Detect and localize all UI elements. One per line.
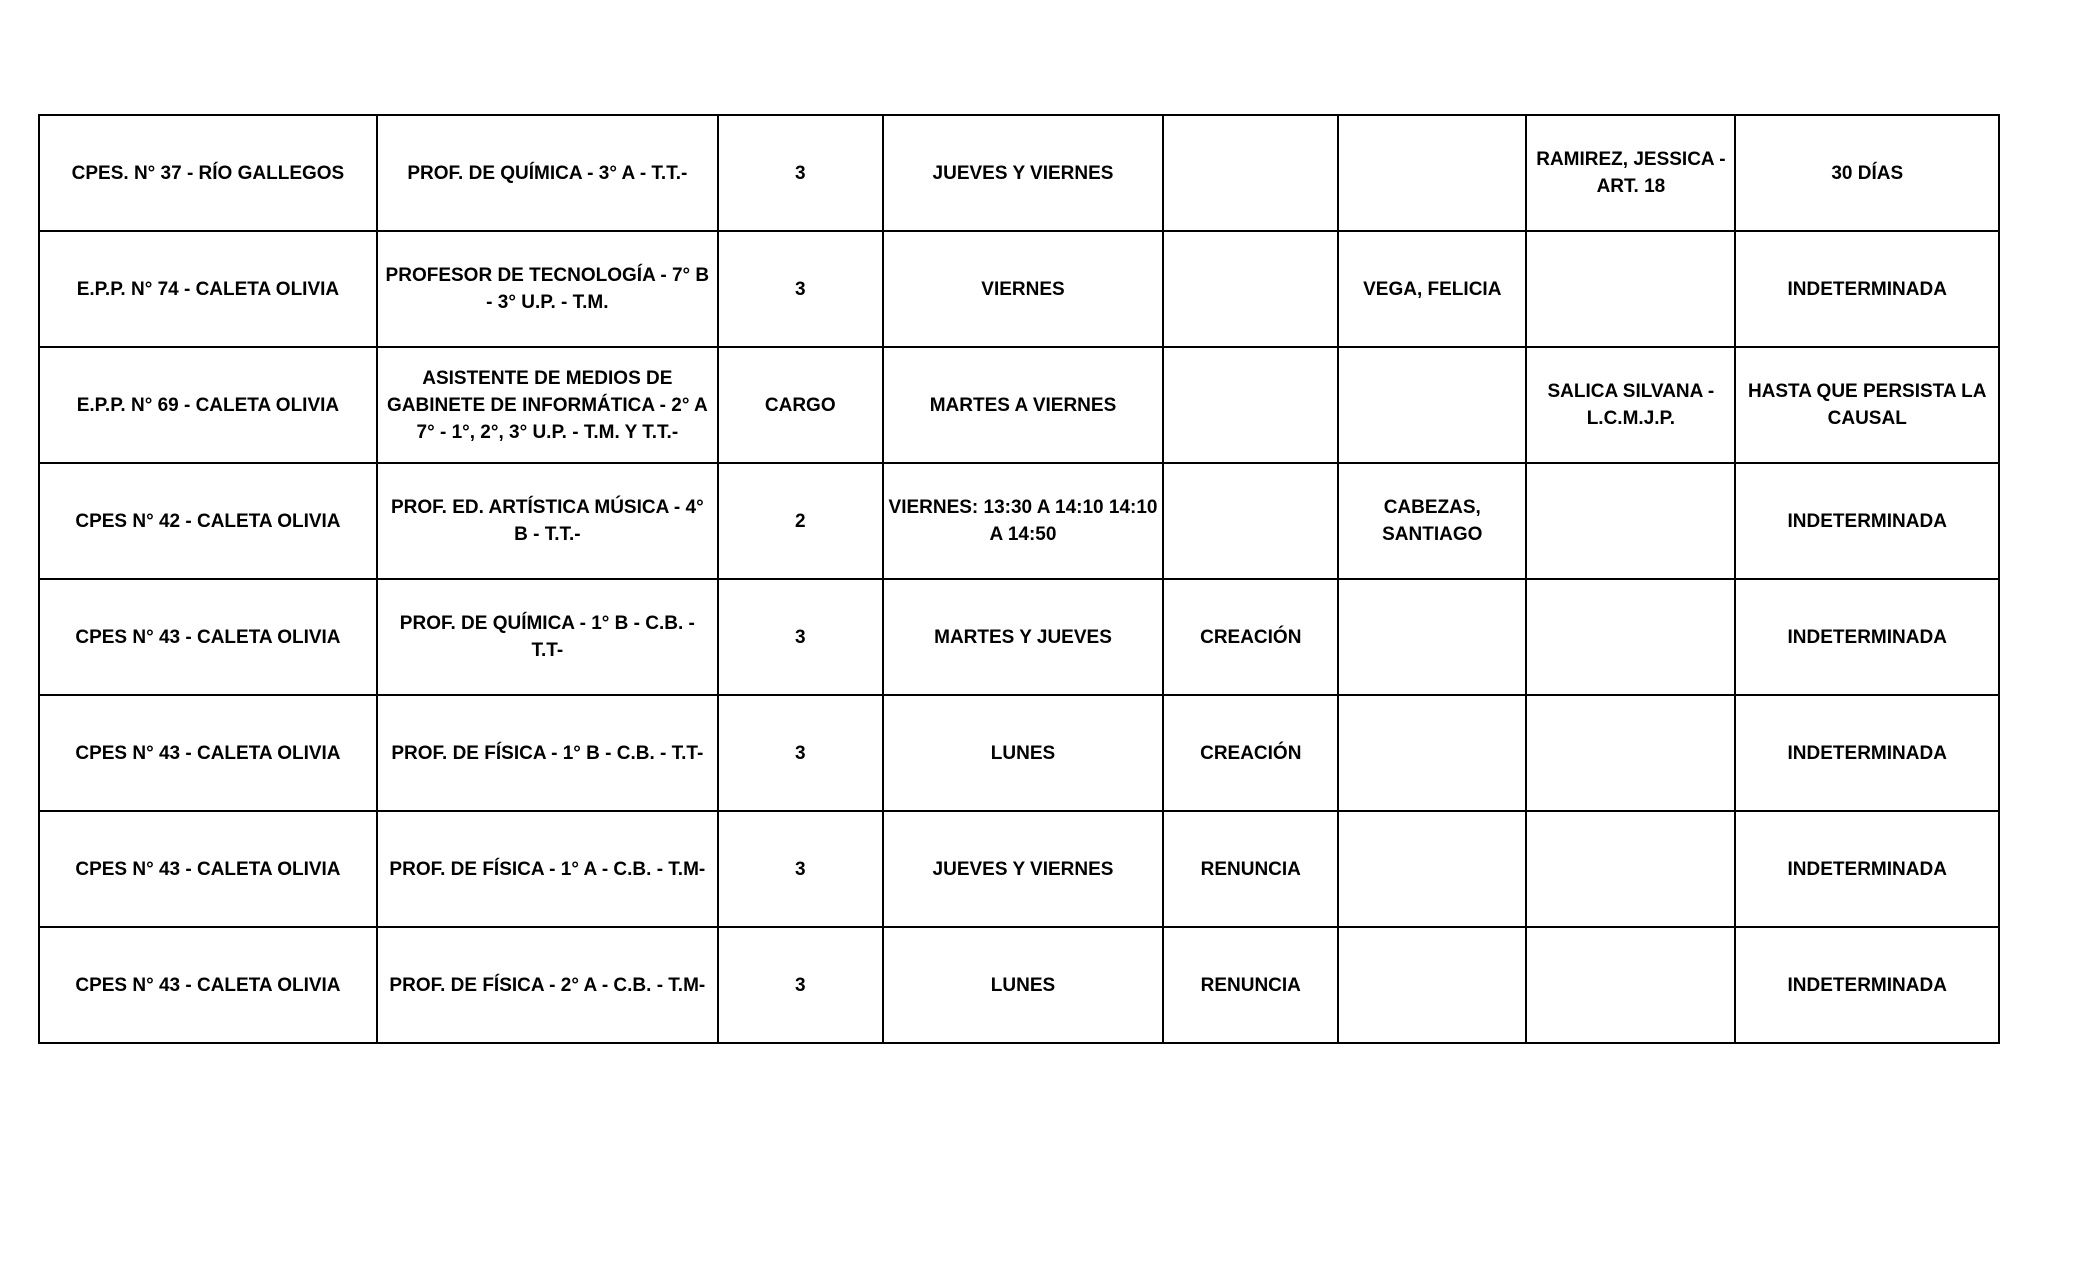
cell-horas: 3 (718, 231, 883, 347)
cell-titular: VEGA, FELICIA (1338, 231, 1526, 347)
cell-establecimiento: CPES N° 43 - CALETA OLIVIA (39, 695, 377, 811)
cell-cargo-curso: ASISTENTE DE MEDIOS DE GABINETE DE INFORMÁTICA - 2° A 7° - 1°, 2°, 3° U.P. - T.M. Y T.T.- (377, 347, 718, 463)
table-row (39, 579, 1999, 695)
cell-horas: 3 (718, 579, 883, 695)
cell-reemplazo: RAMIREZ, JESSICA - ART. 18 (1526, 115, 1735, 231)
cell-titular: CABEZAS, SANTIAGO (1338, 463, 1526, 579)
cell-cargo-curso: PROF. DE QUÍMICA - 3° A - T.T.- (377, 115, 718, 231)
cell-duracion: INDETERMINADA (1735, 927, 1999, 1043)
cell-dias: MARTES Y JUEVES (883, 579, 1164, 695)
cell-establecimiento: CPES N° 43 - CALETA OLIVIA (39, 927, 377, 1043)
cell-titular (1338, 927, 1526, 1043)
cell-dias: JUEVES Y VIERNES (883, 811, 1164, 927)
cell-dias: LUNES (883, 927, 1164, 1043)
cell-horas: 3 (718, 927, 883, 1043)
cell-horas: CARGO (718, 347, 883, 463)
cell-duracion: INDETERMINADA (1735, 231, 1999, 347)
table-body (39, 115, 1999, 1043)
cell-titular (1338, 579, 1526, 695)
cell-establecimiento: CPES. N° 37 - RÍO GALLEGOS (39, 115, 377, 231)
cell-motivo: RENUNCIA (1163, 811, 1338, 927)
table-row (39, 115, 1999, 231)
cell-motivo (1163, 231, 1338, 347)
cell-dias: MARTES A VIERNES (883, 347, 1164, 463)
cell-motivo: RENUNCIA (1163, 927, 1338, 1043)
cell-dias: VIERNES: 13:30 A 14:10 14:10 A 14:50 (883, 463, 1164, 579)
vacancy-table (38, 114, 2000, 1044)
cell-reemplazo (1526, 927, 1735, 1043)
cell-titular (1338, 695, 1526, 811)
cell-motivo (1163, 463, 1338, 579)
cell-reemplazo: SALICA SILVANA - L.C.M.J.P. (1526, 347, 1735, 463)
cell-duracion: INDETERMINADA (1735, 811, 1999, 927)
table-row (39, 927, 1999, 1043)
cell-establecimiento: E.P.P. N° 74 - CALETA OLIVIA (39, 231, 377, 347)
cell-cargo-curso: PROF. ED. ARTÍSTICA MÚSICA - 4° B - T.T.- (377, 463, 718, 579)
cell-establecimiento: CPES N° 43 - CALETA OLIVIA (39, 579, 377, 695)
table-row (39, 695, 1999, 811)
cell-cargo-curso: PROF. DE FÍSICA - 1° B - C.B. - T.T- (377, 695, 718, 811)
cell-establecimiento: CPES N° 43 - CALETA OLIVIA (39, 811, 377, 927)
table-row (39, 231, 1999, 347)
cell-reemplazo (1526, 811, 1735, 927)
cell-duracion: HASTA QUE PERSISTA LA CAUSAL (1735, 347, 1999, 463)
cell-titular (1338, 347, 1526, 463)
cell-reemplazo (1526, 695, 1735, 811)
cell-dias: VIERNES (883, 231, 1164, 347)
cell-duracion: INDETERMINADA (1735, 695, 1999, 811)
cell-reemplazo (1526, 463, 1735, 579)
table-row (39, 463, 1999, 579)
cell-dias: JUEVES Y VIERNES (883, 115, 1164, 231)
cell-cargo-curso: PROF. DE FÍSICA - 2° A - C.B. - T.M- (377, 927, 718, 1043)
cell-horas: 3 (718, 695, 883, 811)
cell-cargo-curso: PROF. DE FÍSICA - 1° A - C.B. - T.M- (377, 811, 718, 927)
table-row (39, 811, 1999, 927)
cell-dias: LUNES (883, 695, 1164, 811)
cell-reemplazo (1526, 231, 1735, 347)
cell-duracion: INDETERMINADA (1735, 579, 1999, 695)
cell-horas: 2 (718, 463, 883, 579)
cell-motivo (1163, 115, 1338, 231)
cell-duracion: 30 DÍAS (1735, 115, 1999, 231)
cell-horas: 3 (718, 811, 883, 927)
cell-establecimiento: E.P.P. N° 69 - CALETA OLIVIA (39, 347, 377, 463)
cell-titular (1338, 811, 1526, 927)
cell-titular (1338, 115, 1526, 231)
cell-cargo-curso: PROFESOR DE TECNOLOGÍA - 7° B - 3° U.P. - T.M. (377, 231, 718, 347)
table-row (39, 347, 1999, 463)
cell-cargo-curso: PROF. DE QUÍMICA - 1° B - C.B. - T.T- (377, 579, 718, 695)
cell-motivo: CREACIÓN (1163, 695, 1338, 811)
cell-establecimiento: CPES N° 42 - CALETA OLIVIA (39, 463, 377, 579)
cell-duracion: INDETERMINADA (1735, 463, 1999, 579)
cell-motivo (1163, 347, 1338, 463)
cell-horas: 3 (718, 115, 883, 231)
cell-motivo: CREACIÓN (1163, 579, 1338, 695)
cell-reemplazo (1526, 579, 1735, 695)
